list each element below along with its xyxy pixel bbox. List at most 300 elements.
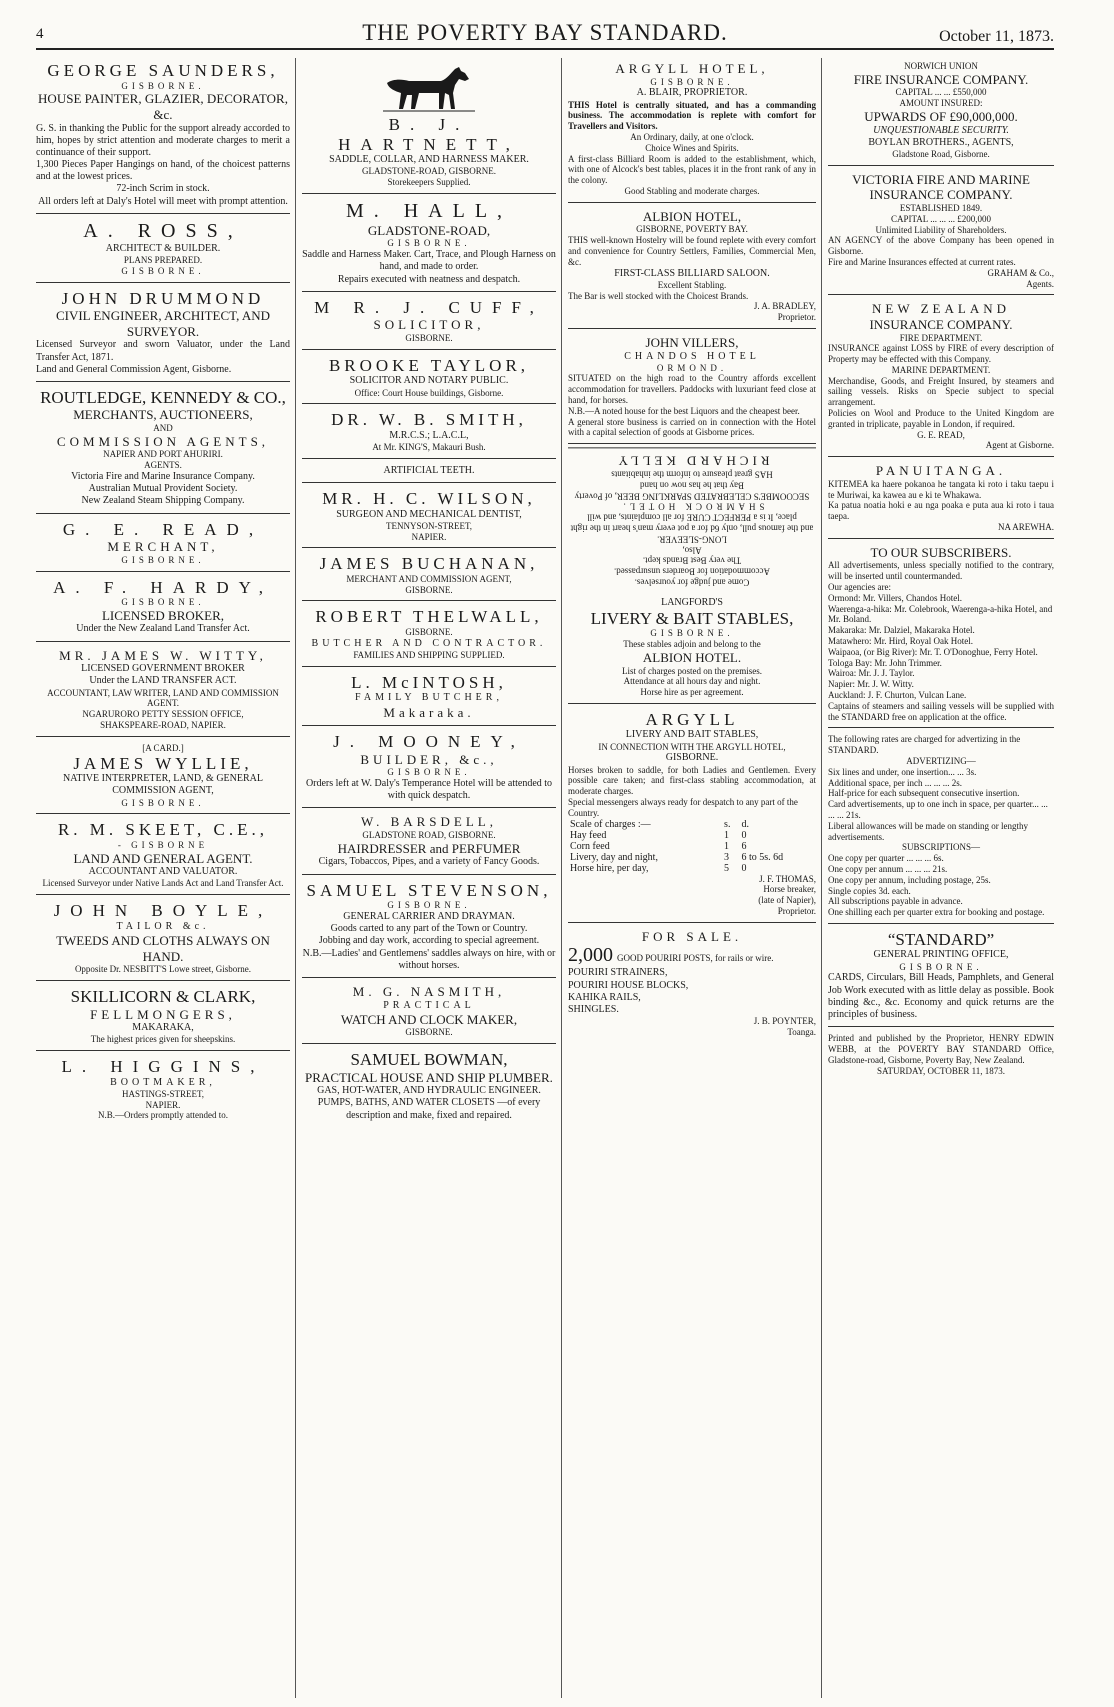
ad-mcintosh	[302, 670, 556, 726]
rate-item: One copy per annum ... ... ... 21s.	[828, 863, 948, 874]
ad-text: Saddle and Harness Maker. Cart, Trace, and Plough Harness on hand, and made to order.	[302, 249, 556, 273]
table-cell: 0	[741, 829, 747, 841]
horse-icon	[379, 63, 479, 115]
ad-note: Under the LAND TRANSFER ACT.	[89, 675, 237, 687]
ad-item: SHINGLES.	[568, 1003, 619, 1015]
ad-text: Victoria Fire and Marine Insurance Company.	[71, 471, 255, 483]
ad-villers	[568, 332, 816, 444]
ad-address: GLADSTONE-ROAD,	[367, 222, 491, 238]
ad-trade: MERCHANT AND COMMISSION AGENT,	[346, 573, 512, 584]
column-3	[568, 58, 816, 1698]
ad-name: NORWICH UNION	[904, 61, 978, 71]
ad-trade: SADDLE, COLLAR, AND HARNESS MAKER.	[329, 154, 529, 166]
ad-title: ARTIFICIAL TEETH.	[383, 464, 475, 476]
ad-saunders	[36, 58, 290, 214]
ad-owner-title: (late of Napier),	[758, 895, 816, 906]
ad-place: Makaraka.	[383, 704, 475, 720]
ad-signature: NA AREWHA.	[998, 522, 1054, 533]
ad-text: Australian Mutual Provident Society.	[88, 483, 238, 495]
table-cell: Hay feed	[570, 829, 607, 841]
imprint	[828, 1030, 1054, 1081]
ad-name: G. E. READ,	[62, 519, 264, 539]
ad-address: HASTINGS-STREET,	[121, 1088, 205, 1099]
ad-name: DR. W. B. SMITH,	[331, 410, 527, 430]
ad-text: The following rates are charged for advertizing in the STANDARD.	[828, 734, 1021, 756]
ad-text: Jobbing and day work, according to special agreement.	[318, 935, 540, 947]
ad-skillicorn	[36, 984, 290, 1051]
ad-panuitanga	[828, 460, 1054, 539]
ad-title: TO OUR SUBSCRIBERS.	[870, 544, 1012, 560]
newspaper-title: THE POVERTY BAY STANDARD.	[362, 20, 728, 45]
agency-item: Ormond: Mr. Villers, Chandos Hotel.	[828, 592, 963, 603]
notice-subscribers	[828, 542, 1054, 729]
ad-trade: CIVIL ENGINEER, ARCHITECT, AND SURVEYOR.	[55, 308, 271, 339]
page-number: 4	[36, 26, 44, 42]
ad-albion-hotel	[568, 206, 816, 329]
ad-trade: HOUSE PAINTER, GLAZIER, DECORATOR, &c.	[38, 91, 288, 122]
issue-date: October 11, 1873.	[939, 28, 1054, 45]
ad-place: GISBORNE.	[405, 1027, 453, 1038]
ad-text: Accommodation for Boarders unsurpassed.	[614, 566, 770, 577]
ad-place: NAPIER.	[145, 1099, 181, 1110]
ad-text: New Zealand Steam Shipping Company.	[81, 495, 245, 507]
ad-name: L. McINTOSH,	[351, 672, 507, 692]
ad-text: CAPITAL ... ... ... £200,000	[891, 213, 991, 224]
ad-trade: TAILOR &c.	[116, 920, 210, 932]
ad-witty	[36, 645, 290, 737]
agency-item: Napier: Mr. J. W. Witty.	[828, 679, 914, 690]
ad-text: Unlimited Liability of Shareholders.	[875, 224, 1007, 235]
ad-name: NEW ZEALAND	[872, 301, 1010, 317]
ad-text: Horses broken to saddle, for both Ladies and Gentlemen. Every possible care taken; and first-class stabling accommodation, at moderate charges.	[568, 764, 816, 797]
table-cell: 6	[741, 840, 747, 852]
ad-address: SHAKSPEARE-ROAD, NAPIER.	[100, 720, 226, 731]
rate-item: One copy per annum, including postage, 25s.	[828, 874, 991, 885]
ad-stevenson	[302, 878, 556, 978]
ad-drummond	[36, 286, 290, 382]
ad-name: JOHN DRUMMOND	[61, 288, 265, 308]
ad-address: GLADSTONE-ROAD, GISBORNE.	[361, 166, 497, 177]
ad-owner: G. E. READ,	[917, 429, 965, 440]
rate-item: Six lines and under, one insertion... ... 3s.	[828, 766, 977, 777]
agency-item: Wairoa: Mr. J. J. Taylor.	[828, 668, 915, 679]
ad-place: GISBORNE.	[387, 238, 471, 249]
ad-text: AN AGENCY of the above Company has been opened in Gisborne.	[828, 235, 1054, 257]
ad-text: Captains of steamers and sailing vessels will be supplied with the STANDARD free on application at the office.	[828, 700, 1054, 722]
ad-trade: ARCHITECT & BUILDER.	[105, 242, 221, 254]
ad-name: JOHN VILLERS,	[645, 334, 739, 350]
ad-owner-title: Agent at Gisborne.	[985, 440, 1054, 451]
ad-argyll-hotel	[568, 58, 816, 203]
ad-trade: MERCHANT,	[107, 539, 219, 555]
ad-note: N.B.—Orders promptly attended to.	[98, 1110, 228, 1121]
ad-text: Ka patua noatia hoki e au nga poaka e puta aua ki roto i taua taepa.	[828, 500, 1054, 522]
ad-text: The very Best Brands kept.	[642, 556, 742, 567]
ad-trade: GENERAL PRINTING OFFICE,	[873, 949, 1009, 961]
agency-item: Tologa Bay: Mr. John Trimmer.	[828, 657, 942, 668]
ad-title: PANUITANGA.	[875, 463, 1007, 479]
rate-item: All subscriptions payable in advance.	[828, 896, 963, 907]
ad-text: Also,	[682, 545, 702, 556]
ad-place: GISBORNE, POVERTY BAY.	[636, 224, 748, 235]
ad-text: N.B.—Ladies' and Gentlemens' saddles always on hire, with or without horses.	[302, 947, 556, 971]
table-cell: s.	[724, 818, 731, 830]
ad-trade: SOLICITOR,	[373, 317, 485, 333]
ad-mooney	[302, 729, 556, 808]
ad-text: Licensed Surveyor and sworn Valuator, under the Land Transfer Act, 1871.	[36, 339, 290, 363]
ad-text: 72-inch Scrim in stock.	[116, 183, 210, 195]
ad-trade: LICENSED BROKER,	[101, 607, 225, 623]
ad-address: GLADSTONE ROAD, GISBORNE.	[362, 830, 496, 841]
ad-trade: BUTCHER AND CONTRACTOR.	[311, 637, 547, 649]
ad-text: ESTABLISHED 1849.	[899, 202, 983, 213]
ad-text: An Ordinary, daily, at one o'clock.	[630, 131, 754, 142]
ad-quantity: 2,000	[568, 944, 613, 967]
masthead	[36, 14, 1054, 50]
ad-text: 1,300 Pieces Paper Hangings on hand, of the choicest patterns and at the lowest prices.	[36, 159, 290, 183]
ad-name: W. BARSDELL,	[361, 814, 497, 830]
ad-text: Goods carted to any part of the Town or Country.	[330, 923, 528, 935]
agency-item: Matawhero: Mr. Hird, Royal Oak Hotel.	[828, 636, 973, 647]
ad-item: POURIRI HOUSE BLOCKS,	[568, 979, 689, 991]
column-2	[302, 58, 556, 1698]
ad-trade: COMMISSION AGENTS,	[56, 433, 270, 449]
agency-item: Auckland: J. F. Churton, Vulcan Lane.	[828, 690, 967, 700]
ad-owner: GRAHAM & Co.,	[987, 267, 1054, 278]
ad-place: - GISBORNE	[117, 839, 209, 850]
ad-text: SITUATED on the high road to the Country affords excellent accommodation for travellers. Paddocks with luxuriant feed close at hand, for horses.	[568, 373, 816, 406]
rate-item: Additional space, per inch ... ... ... 2s.	[828, 777, 962, 788]
ad-trade: LIVERY AND BAIT STABLES,	[625, 729, 759, 741]
ad-address: TENNYSON-STREET,	[385, 520, 473, 531]
ad-trade: BUILDER, &c.,	[360, 751, 498, 767]
ad-text: The Bar is well stocked with the Choicest Brands.	[568, 290, 749, 301]
ad-note: Orders left at W. Daly's Temperance Hotel will be attended to with quick despatch.	[305, 778, 553, 802]
ad-place: GISBORNE.	[121, 265, 205, 276]
ad-name: ARGYLL HOTEL,	[615, 61, 769, 76]
ad-boyle	[36, 898, 290, 981]
ad-trade: LICENSED GOVERNMENT BROKER	[81, 663, 245, 675]
table-cell: d.	[741, 818, 749, 830]
ad-name: ALBION HOTEL,	[642, 208, 742, 224]
ad-standard-printing	[828, 927, 1054, 1027]
ad-name: LANGFORD'S	[661, 596, 723, 608]
ad-place: Toanga.	[787, 1026, 816, 1037]
ad-name: GEORGE SAUNDERS,	[47, 61, 279, 80]
table-cell: 0	[741, 862, 747, 874]
ad-ross	[36, 217, 290, 283]
ad-text: Land and General Commission Agent, Gisborne.	[36, 363, 232, 375]
notice-rates	[828, 731, 1054, 924]
ad-trade: WATCH AND CLOCK MAKER,	[340, 1011, 518, 1027]
ad-place: GISBORNE.	[387, 900, 471, 911]
ad-text: Horse hire as per agreement.	[640, 687, 744, 698]
ad-text: KITEMEA ka haere pokanoa he tangata ki roto i taku taepu i te Muriwai, ka kawea au e ki te Whakawa.	[828, 478, 1054, 500]
ad-text: and the famous pull, only 6d for a pot every man's heart in the right place, It is a PERFECT CURE for all complaints, and will	[570, 512, 814, 534]
ad-text: Merchandise, Goods, and Freight Insured, by steamers and sailing vessels. Risks on Specie subject to special arrangement.	[828, 375, 1054, 408]
ad-owner-title: Horse breaker,	[763, 884, 816, 895]
ad-taylor	[302, 353, 556, 405]
charges-table	[568, 819, 816, 874]
table-cell: 1	[724, 829, 730, 841]
ad-name: M. G. NASMITH,	[352, 983, 506, 999]
ad-routledge	[36, 385, 290, 514]
ad-hartnett	[302, 58, 556, 194]
ad-place: GISBORNE.	[665, 752, 719, 764]
ad-owner: J. B. POYNTER,	[753, 1016, 816, 1027]
ad-hall	[302, 197, 556, 292]
column-rule	[821, 58, 822, 1698]
ad-text: MARINE DEPARTMENT.	[891, 364, 991, 375]
ad-place: GISBORNE.	[121, 554, 205, 565]
ad-higgins	[36, 1054, 290, 1126]
ad-name: L. HIGGINS,	[61, 1057, 265, 1077]
ad-place: GISBORNE.	[405, 332, 453, 343]
ad-text: HAS great pleasure to inform the inhabitants	[611, 469, 773, 480]
ad-thelwall	[302, 604, 556, 666]
ad-text: List of charges posted on the premises.	[621, 665, 763, 676]
ad-trade: ACCOUNTANT, LAW WRITER, LAND AND COMMISSION AGENT.	[47, 687, 279, 709]
ad-address: Gladstone Road, Gisborne.	[892, 148, 990, 159]
ad-text: These stables adjoin and belong to the	[623, 639, 761, 650]
ad-trade: SOLICITOR AND NOTARY PUBLIC.	[349, 375, 509, 387]
ad-name: VICTORIA FIRE AND MARINE INSURANCE COMPANY.	[852, 171, 1030, 203]
ad-place: GISBORNE.	[650, 628, 734, 639]
ad-name: B. J. HARTNETT,	[338, 115, 520, 154]
ad-text: UNQUESTIONABLE SECURITY.	[873, 124, 1009, 136]
table-cell: Livery, day and night,	[570, 851, 658, 863]
ad-text: Choice Wines and Spirits.	[645, 142, 739, 153]
ad-note: PLANS PREPARED.	[123, 255, 203, 266]
ad-owner-title: Proprietor.	[777, 312, 816, 323]
rate-item: One shilling each per quarter extra for booking and postage.	[828, 907, 1045, 918]
ad-note: M.R.C.S.; L.A.C.L,	[389, 429, 469, 441]
ad-text: FIRE DEPARTMENT.	[899, 332, 983, 343]
table-cell: Horse hire, per day,	[570, 862, 649, 874]
ad-kelly-upside-down	[568, 447, 816, 590]
ad-text: ALBION HOTEL.	[642, 649, 742, 665]
ad-note: Storekeepers Supplied.	[387, 177, 471, 188]
ad-trade: FIRE INSURANCE COMPANY.	[853, 71, 1029, 87]
ad-place: GISBORNE.	[387, 767, 471, 778]
ad-text: Printed and published by the Proprietor, HENRY EDWIN WEBB, at the POVERTY BAY STANDARD Office, Gladstone-road, Gisborne, Poverty Bay, New Zealand.	[828, 1033, 1054, 1065]
ad-name: R. M. SKEET, C.E.,	[57, 820, 269, 840]
ad-trade: LIVERY & BAIT STABLES,	[590, 608, 794, 628]
ad-text: N.B.—A noted house for the best Liquors and the cheapest beer.	[568, 405, 800, 416]
ad-text: GOOD POURIRI POSTS, for rails or wire.	[617, 953, 774, 964]
ad-name: JAMES WYLLIE,	[73, 753, 253, 773]
ad-name: M. HALL,	[345, 199, 513, 222]
ad-read	[36, 517, 290, 572]
ad-wyllie	[36, 740, 290, 815]
rate-item: Card advertisements, up to one inch in space, per quarter... ... ... ... 21s.	[828, 799, 1048, 820]
ad-text: AND	[153, 423, 173, 434]
ad-trade: INSURANCE COMPANY.	[869, 316, 1013, 332]
ad-text: Attendance at all hours day and night.	[623, 676, 761, 687]
ad-trade: CHANDOS HOTEL	[624, 350, 760, 362]
ad-note: FAMILIES AND SHIPPING SUPPLIED.	[353, 650, 505, 661]
ad-text: A general store business is carried on in connection with the Hotel with a capital selection of goods at Gisborne prices.	[568, 416, 816, 438]
ad-owner: J. F. THOMAS,	[759, 873, 816, 884]
ad-norwich-union	[828, 58, 1054, 166]
ad-name: JOHN BOYLE,	[53, 901, 273, 921]
ad-owner-title: Agents.	[1026, 278, 1054, 289]
ad-name: JAMES BUCHANAN,	[319, 554, 539, 574]
ad-text: SECOOMBE'S CELEBRATED SPARKLING BEER, of Poverty Bay that he has now on hand	[574, 480, 810, 502]
ad-place: GISBORNE.	[121, 797, 205, 808]
ad-title: FOR SALE.	[641, 928, 743, 944]
ad-trade: GENERAL CARRIER AND DRAYMAN.	[343, 910, 515, 922]
ad-wilson	[302, 486, 556, 548]
columns	[36, 58, 1054, 1698]
ad-text: Fire and Marine Insurances effected at current rates.	[828, 256, 1016, 267]
ad-owner: A. BLAIR, PROPRIETOR.	[636, 87, 748, 99]
ad-text: CARDS, Circulars, Bill Heads, Pamphlets, and General Job Work executed with as little delay as possible. Book binding &c., &c. Economy and quick returns are the principles of business.	[828, 972, 1054, 1021]
ad-name: A. ROSS,	[83, 219, 243, 242]
ad-text: CAPITAL ... ... £550,000	[895, 87, 987, 98]
column-rule	[295, 58, 296, 1698]
rate-item: Liberal allowances will be made on standing or lengthy advertisements.	[828, 820, 1028, 842]
ad-note: Cigars, Tobaccos, Pipes, and a variety of Fancy Goods.	[318, 856, 540, 868]
ad-name: SAMUEL STEVENSON,	[306, 880, 552, 900]
ad-place: GISBORNE.	[899, 961, 983, 972]
ad-place: GISBORNE.	[405, 584, 453, 595]
ad-text: THIS well-known Hostelry will be found replete with every comfort and convenience for Country Settlers, Families, Commercial Men, &c.	[568, 235, 816, 267]
ad-owner-title: Proprietor.	[777, 906, 816, 917]
ad-text: SHAMROCK HOTEL.	[619, 502, 765, 513]
ad-trade: ACCOUNTANT AND VALUATOR.	[88, 866, 238, 878]
ad-trade: SURGEON AND MECHANICAL DENTIST,	[336, 508, 522, 520]
ad-trade: TWEEDS AND CLOTHS ALWAYS ON HAND.	[56, 933, 270, 964]
agency-item: Makaraka: Mr. Dalziel, Makaraka Hotel.	[828, 625, 975, 636]
ad-item: POURIRI STRAINERS,	[568, 967, 668, 979]
ad-name: ARGYLL	[645, 709, 739, 729]
ad-text: All orders left at Daly's Hotel will meet with prompt attention.	[38, 195, 288, 207]
ad-place: NAPIER.	[411, 531, 447, 542]
ad-text: Special messengers always ready for despatch to any part of the Country.	[568, 797, 798, 818]
ad-trade: FAMILY BUTCHER,	[355, 692, 503, 704]
column-rule	[561, 58, 562, 1698]
ad-text: G. S. in thanking the Public for the support already accorded to him, hopes by strict attention and moderate charges to merit a continuance of their support.	[36, 122, 290, 158]
ad-address: At Mr. KING'S, Makauri Bush.	[372, 442, 486, 453]
ad-place: NAPIER AND PORT AHURIRI.	[103, 449, 223, 460]
ad-trade: MERCHANTS, AUCTIONEERS,	[73, 407, 253, 423]
ad-owner: J. A. BRADLEY,	[753, 301, 816, 312]
ad-text: SUBSCRIPTIONS—	[901, 842, 981, 853]
ad-name: ROBERT THELWALL,	[315, 607, 543, 627]
ad-langford	[568, 594, 816, 704]
ad-argyll-stables	[568, 707, 816, 923]
ad-place: GISBORNE.	[405, 627, 453, 638]
rate-item: Half-price for each subsequent consecutive insertion.	[828, 788, 1020, 799]
imprint-date: SATURDAY, OCTOBER 11, 1873.	[876, 1065, 1006, 1076]
ad-buchanan	[302, 551, 556, 601]
ad-trade: PRACTICAL HOUSE AND SHIP PLUMBER.	[305, 1069, 553, 1085]
ad-trade: NATIVE INTERPRETER, LAND, & GENERAL COMMISSION AGENT,	[63, 773, 263, 797]
ad-trade: GAS, HOT-WATER, AND HYDRAULIC ENGINEER.	[317, 1085, 541, 1097]
ad-name: A. F. HARDY,	[53, 577, 273, 597]
ad-address: Office: Court House buildings, Gisborne.	[354, 387, 504, 398]
ad-trade: BOOTMAKER,	[110, 1076, 216, 1088]
ad-note: The highest prices given for sheepskins.	[90, 1034, 236, 1045]
ad-note: [A CARD.]	[142, 742, 184, 753]
ad-nasmith	[302, 981, 556, 1044]
ad-name: RICHARD KELLY	[614, 453, 770, 469]
ad-note: Under the New Zealand Land Transfer Act.	[76, 623, 250, 635]
rate-item: Single copies 3d. each.	[828, 885, 911, 896]
ad-text: Excellent Stabling.	[657, 279, 727, 290]
ad-address: NGARURORO PETTY SESSION OFFICE,	[82, 709, 244, 720]
ad-barsdell	[302, 811, 556, 874]
ad-text: Repairs executed with neatness and despatch.	[337, 273, 521, 285]
ad-text: FIRST-CLASS BILLIARD SALOON.	[614, 267, 770, 279]
ad-name: ROUTLEDGE, KENNEDY & CO.,	[40, 387, 286, 407]
ad-teeth	[302, 462, 556, 483]
ad-text: Come and judge for yourselves.	[634, 577, 750, 588]
ad-name: M R. J. CUFF,	[314, 297, 544, 317]
ad-name: “STANDARD”	[887, 929, 995, 949]
ad-nz-insurance	[828, 298, 1054, 457]
ad-place: GISBORNE.	[650, 76, 734, 87]
ad-trade: LAND AND GENERAL AGENT.	[73, 850, 253, 866]
table-cell: Corn feed	[570, 840, 610, 852]
ad-bowman	[302, 1047, 556, 1127]
table-cell: 5	[724, 862, 730, 874]
ad-text: Our agencies are:	[828, 582, 891, 593]
ad-text: ADVERTIZING—	[906, 755, 976, 766]
ad-trade: PRACTICAL	[383, 999, 475, 1011]
ad-place: GISBORNE.	[121, 597, 205, 608]
ad-note: Licensed Surveyor under Native Lands Act and Land Transfer Act.	[42, 878, 284, 889]
ad-place: GISBORNE.	[121, 80, 205, 91]
ad-text: AMOUNT INSURED:	[899, 98, 983, 109]
ad-name: MR. JAMES W. WITTY,	[59, 647, 267, 663]
ad-name: BROOKE TAYLOR,	[328, 355, 530, 375]
column-4	[828, 58, 1054, 1698]
ad-victoria-insurance	[828, 169, 1054, 296]
ad-for-sale	[568, 926, 816, 1043]
ad-skeet	[36, 817, 290, 895]
ad-text: LONG-SLEEVER.	[657, 534, 727, 545]
column-1	[36, 58, 290, 1698]
agency-item: Waerenga-a-hika: Mr. Colebrook, Waerenga-a-hika Hotel, and Mr. Boland.	[828, 603, 1053, 625]
ad-text: INSURANCE against LOSS by FIRE of every description of Property may be effected with this Company.	[828, 343, 1054, 365]
ad-hardy	[36, 575, 290, 642]
ad-owner: BOYLAN BROTHERS., AGENTS,	[868, 136, 1014, 148]
ad-item: KAHIKA RAILS,	[568, 991, 641, 1003]
ad-name: SAMUEL BOWMAN,	[350, 1050, 508, 1070]
ad-text: PUMPS, BATHS, AND WATER CLOSETS —of every description and make, fixed and repaired.	[317, 1097, 541, 1121]
ad-trade: HAIRDRESSER and PERFUMER	[337, 840, 521, 856]
ad-text: A first-class Billiard Room is added to the establishment, which, with one of Alcock's best tables, places it in the front rank of any in the colony.	[568, 153, 816, 186]
table-cell: 3	[724, 851, 730, 863]
ad-note: AGENTS.	[144, 460, 182, 471]
ad-text: Good Stabling and moderate charges.	[624, 185, 760, 196]
ad-address: Opposite Dr. NESBITT'S Lowe street, Gisborne.	[74, 964, 252, 975]
ad-text: Policies on Wool and Produce to the United Kingdom are granted in triplicate, payable in London, if required.	[828, 408, 1054, 429]
rate-item: One copy per quarter ... ... ... 6s.	[828, 853, 944, 864]
ad-text: All advertisements, unless specially notified to the contrary, will be inserted until countermanded.	[828, 560, 1054, 582]
table-cell: 6 to 5s. 6d	[741, 851, 784, 863]
ad-name: J. MOONEY,	[333, 732, 525, 752]
table-cell: 1	[724, 840, 730, 852]
ad-text: UPWARDS OF £90,000,000.	[864, 108, 1018, 124]
ad-cuff	[302, 295, 556, 350]
ad-trade: FELLMONGERS,	[90, 1006, 236, 1022]
agency-item: Waipaoa, (or Big River): Mr. T. O'Donoghue, Ferry Hotel.	[828, 646, 1038, 657]
ad-text: THIS Hotel is centrally situated, and has a commanding business. The accommodation is replete with comfort for Travellers and Visitors.	[568, 99, 816, 132]
ad-name: SKILLICORN & CLARK,	[70, 986, 256, 1006]
